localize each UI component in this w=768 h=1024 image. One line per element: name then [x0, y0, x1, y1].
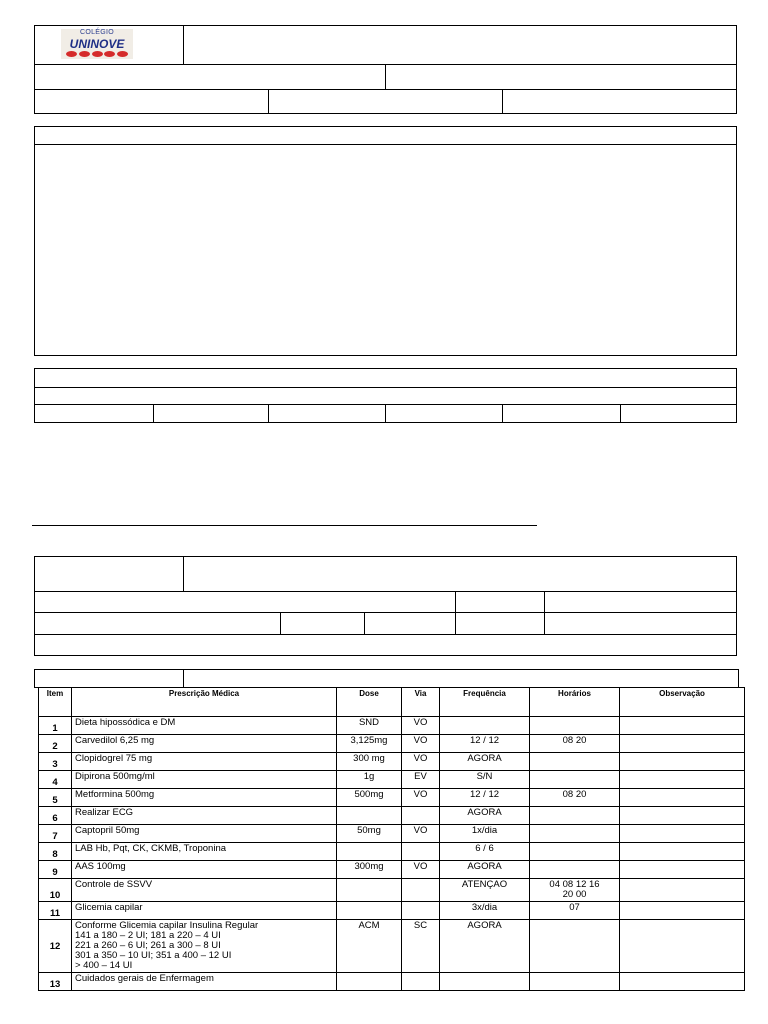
logo-dots: [66, 51, 128, 57]
frequencia-cell: AGORA: [440, 861, 530, 879]
table-row: [39, 735, 745, 753]
frequencia-cell: 6 / 6: [440, 843, 530, 861]
horarios-cell: [530, 753, 620, 771]
col-dose: Dose: [337, 688, 402, 717]
prescription-table: [38, 687, 745, 991]
dose-cell: [337, 902, 402, 920]
frequencia-cell: 3x/dia: [440, 902, 530, 920]
prescricao-cell: Realizar ECG: [72, 807, 337, 825]
dose-cell: [337, 973, 402, 991]
horarios-cell: [530, 973, 620, 991]
table-row: [39, 717, 745, 735]
logo-top-text: COLÉGIO: [80, 29, 114, 36]
uninove-logo: [61, 29, 133, 59]
item-number: 11: [39, 902, 72, 920]
horarios-cell: 07: [530, 902, 620, 920]
dose-cell: [337, 807, 402, 825]
prescricao-cell: Captopril 50mg: [72, 825, 337, 843]
observacao-cell: [620, 843, 745, 861]
dose-cell: 1g: [337, 771, 402, 789]
via-cell: [402, 879, 440, 902]
dose-cell: 50mg: [337, 825, 402, 843]
prescricao-cell: Conforme Glicemia capilar Insulina Regular 141 a 180 – 2 UI; 181 a 220 – 4 UI 221 a 260 – 6 UI; 261 a 300 – 8 UI 301 a 350 – 10 UI; 351 a 400 – 12 UI > 400 – 14 UI: [72, 920, 337, 973]
table-header-row: [39, 688, 745, 717]
horarios-cell: [530, 825, 620, 843]
signature-line: [32, 525, 537, 526]
item-number: 2: [39, 735, 72, 753]
horarios-cell: [530, 861, 620, 879]
via-cell: VO: [402, 861, 440, 879]
observacao-cell: [620, 735, 745, 753]
prescricao-cell: Metformina 500mg: [72, 789, 337, 807]
dose-cell: [337, 879, 402, 902]
via-cell: [402, 807, 440, 825]
dose-cell: 3,125mg: [337, 735, 402, 753]
observacao-cell: [620, 753, 745, 771]
prescricao-cell: AAS 100mg: [72, 861, 337, 879]
prescricao-cell: Controle de SSVV: [72, 879, 337, 902]
horarios-cell: [530, 717, 620, 735]
observacao-cell: [620, 920, 745, 973]
table-row: [39, 771, 745, 789]
horarios-cell: 08 20: [530, 735, 620, 753]
horarios-cell: [530, 920, 620, 973]
horarios-cell: [530, 771, 620, 789]
prescricao-cell: Cuidados gerais de Enfermagem: [72, 973, 337, 991]
notes-box: [34, 126, 737, 356]
header-form: [34, 25, 737, 114]
col-observacao: Observação: [620, 688, 745, 717]
observacao-cell: [620, 879, 745, 902]
frequencia-cell: 12 / 12: [440, 735, 530, 753]
dose-cell: 300 mg: [337, 753, 402, 771]
horarios-cell: [530, 807, 620, 825]
table-row: [39, 879, 745, 902]
item-number: 9: [39, 861, 72, 879]
col-via: Via: [402, 688, 440, 717]
via-cell: [402, 902, 440, 920]
frequencia-cell: AGORA: [440, 753, 530, 771]
observacao-cell: [620, 902, 745, 920]
table-row: [39, 861, 745, 879]
prescricao-cell: Dipirona 500mg/ml: [72, 771, 337, 789]
col-prescricao: Prescrição Médica: [72, 688, 337, 717]
frequencia-cell: AGORA: [440, 920, 530, 973]
table-row: [39, 825, 745, 843]
observacao-cell: [620, 771, 745, 789]
table-row: [39, 789, 745, 807]
horarios-cell: 08 20: [530, 789, 620, 807]
table-row: [39, 920, 745, 973]
horarios-cell: [530, 843, 620, 861]
item-number: 1: [39, 717, 72, 735]
item-number: 6: [39, 807, 72, 825]
observacao-cell: [620, 861, 745, 879]
item-number: 8: [39, 843, 72, 861]
col-item: Item: [39, 688, 72, 717]
frequencia-cell: S/N: [440, 771, 530, 789]
dose-cell: 500mg: [337, 789, 402, 807]
prescricao-cell: Glicemia capilar: [72, 902, 337, 920]
col-frequencia: Frequência: [440, 688, 530, 717]
item-number: 10: [39, 879, 72, 902]
table-row: [39, 973, 745, 991]
observacao-cell: [620, 717, 745, 735]
via-cell: [402, 843, 440, 861]
dose-cell: [337, 843, 402, 861]
item-number: 13: [39, 973, 72, 991]
summary-box: [34, 368, 737, 423]
observacao-cell: [620, 973, 745, 991]
via-cell: EV: [402, 771, 440, 789]
via-cell: [402, 973, 440, 991]
frequencia-cell: AGORA: [440, 807, 530, 825]
prescricao-cell: Dieta hipossódica e DM: [72, 717, 337, 735]
observacao-cell: [620, 789, 745, 807]
frequencia-cell: [440, 717, 530, 735]
col-horarios: Horários: [530, 688, 620, 717]
table-row: [39, 843, 745, 861]
prescricao-cell: LAB Hb, Pqt, CK, CKMB, Troponina: [72, 843, 337, 861]
horarios-cell: 04 08 12 16 20 00: [530, 879, 620, 902]
via-cell: SC: [402, 920, 440, 973]
dose-cell: 300mg: [337, 861, 402, 879]
patient-box: [34, 556, 737, 656]
frequencia-cell: 12 / 12: [440, 789, 530, 807]
table-row: [39, 753, 745, 771]
item-number: 3: [39, 753, 72, 771]
table-row: [39, 807, 745, 825]
dose-cell: ACM: [337, 920, 402, 973]
frequencia-cell: [440, 973, 530, 991]
item-number: 4: [39, 771, 72, 789]
via-cell: VO: [402, 717, 440, 735]
prescricao-cell: Carvedilol 6,25 mg: [72, 735, 337, 753]
dose-cell: SND: [337, 717, 402, 735]
via-cell: VO: [402, 753, 440, 771]
table-row: [39, 902, 745, 920]
frequencia-cell: ATENÇAO: [440, 879, 530, 902]
observacao-cell: [620, 825, 745, 843]
via-cell: VO: [402, 825, 440, 843]
via-cell: VO: [402, 735, 440, 753]
logo-brand-text: UNINOVE: [69, 37, 125, 51]
frequencia-cell: 1x/dia: [440, 825, 530, 843]
prescricao-cell: Clopidogrel 75 mg: [72, 753, 337, 771]
via-cell: VO: [402, 789, 440, 807]
item-number: 5: [39, 789, 72, 807]
prescription-header-strip: [34, 669, 739, 688]
item-number: 12: [39, 920, 72, 973]
observacao-cell: [620, 807, 745, 825]
item-number: 7: [39, 825, 72, 843]
